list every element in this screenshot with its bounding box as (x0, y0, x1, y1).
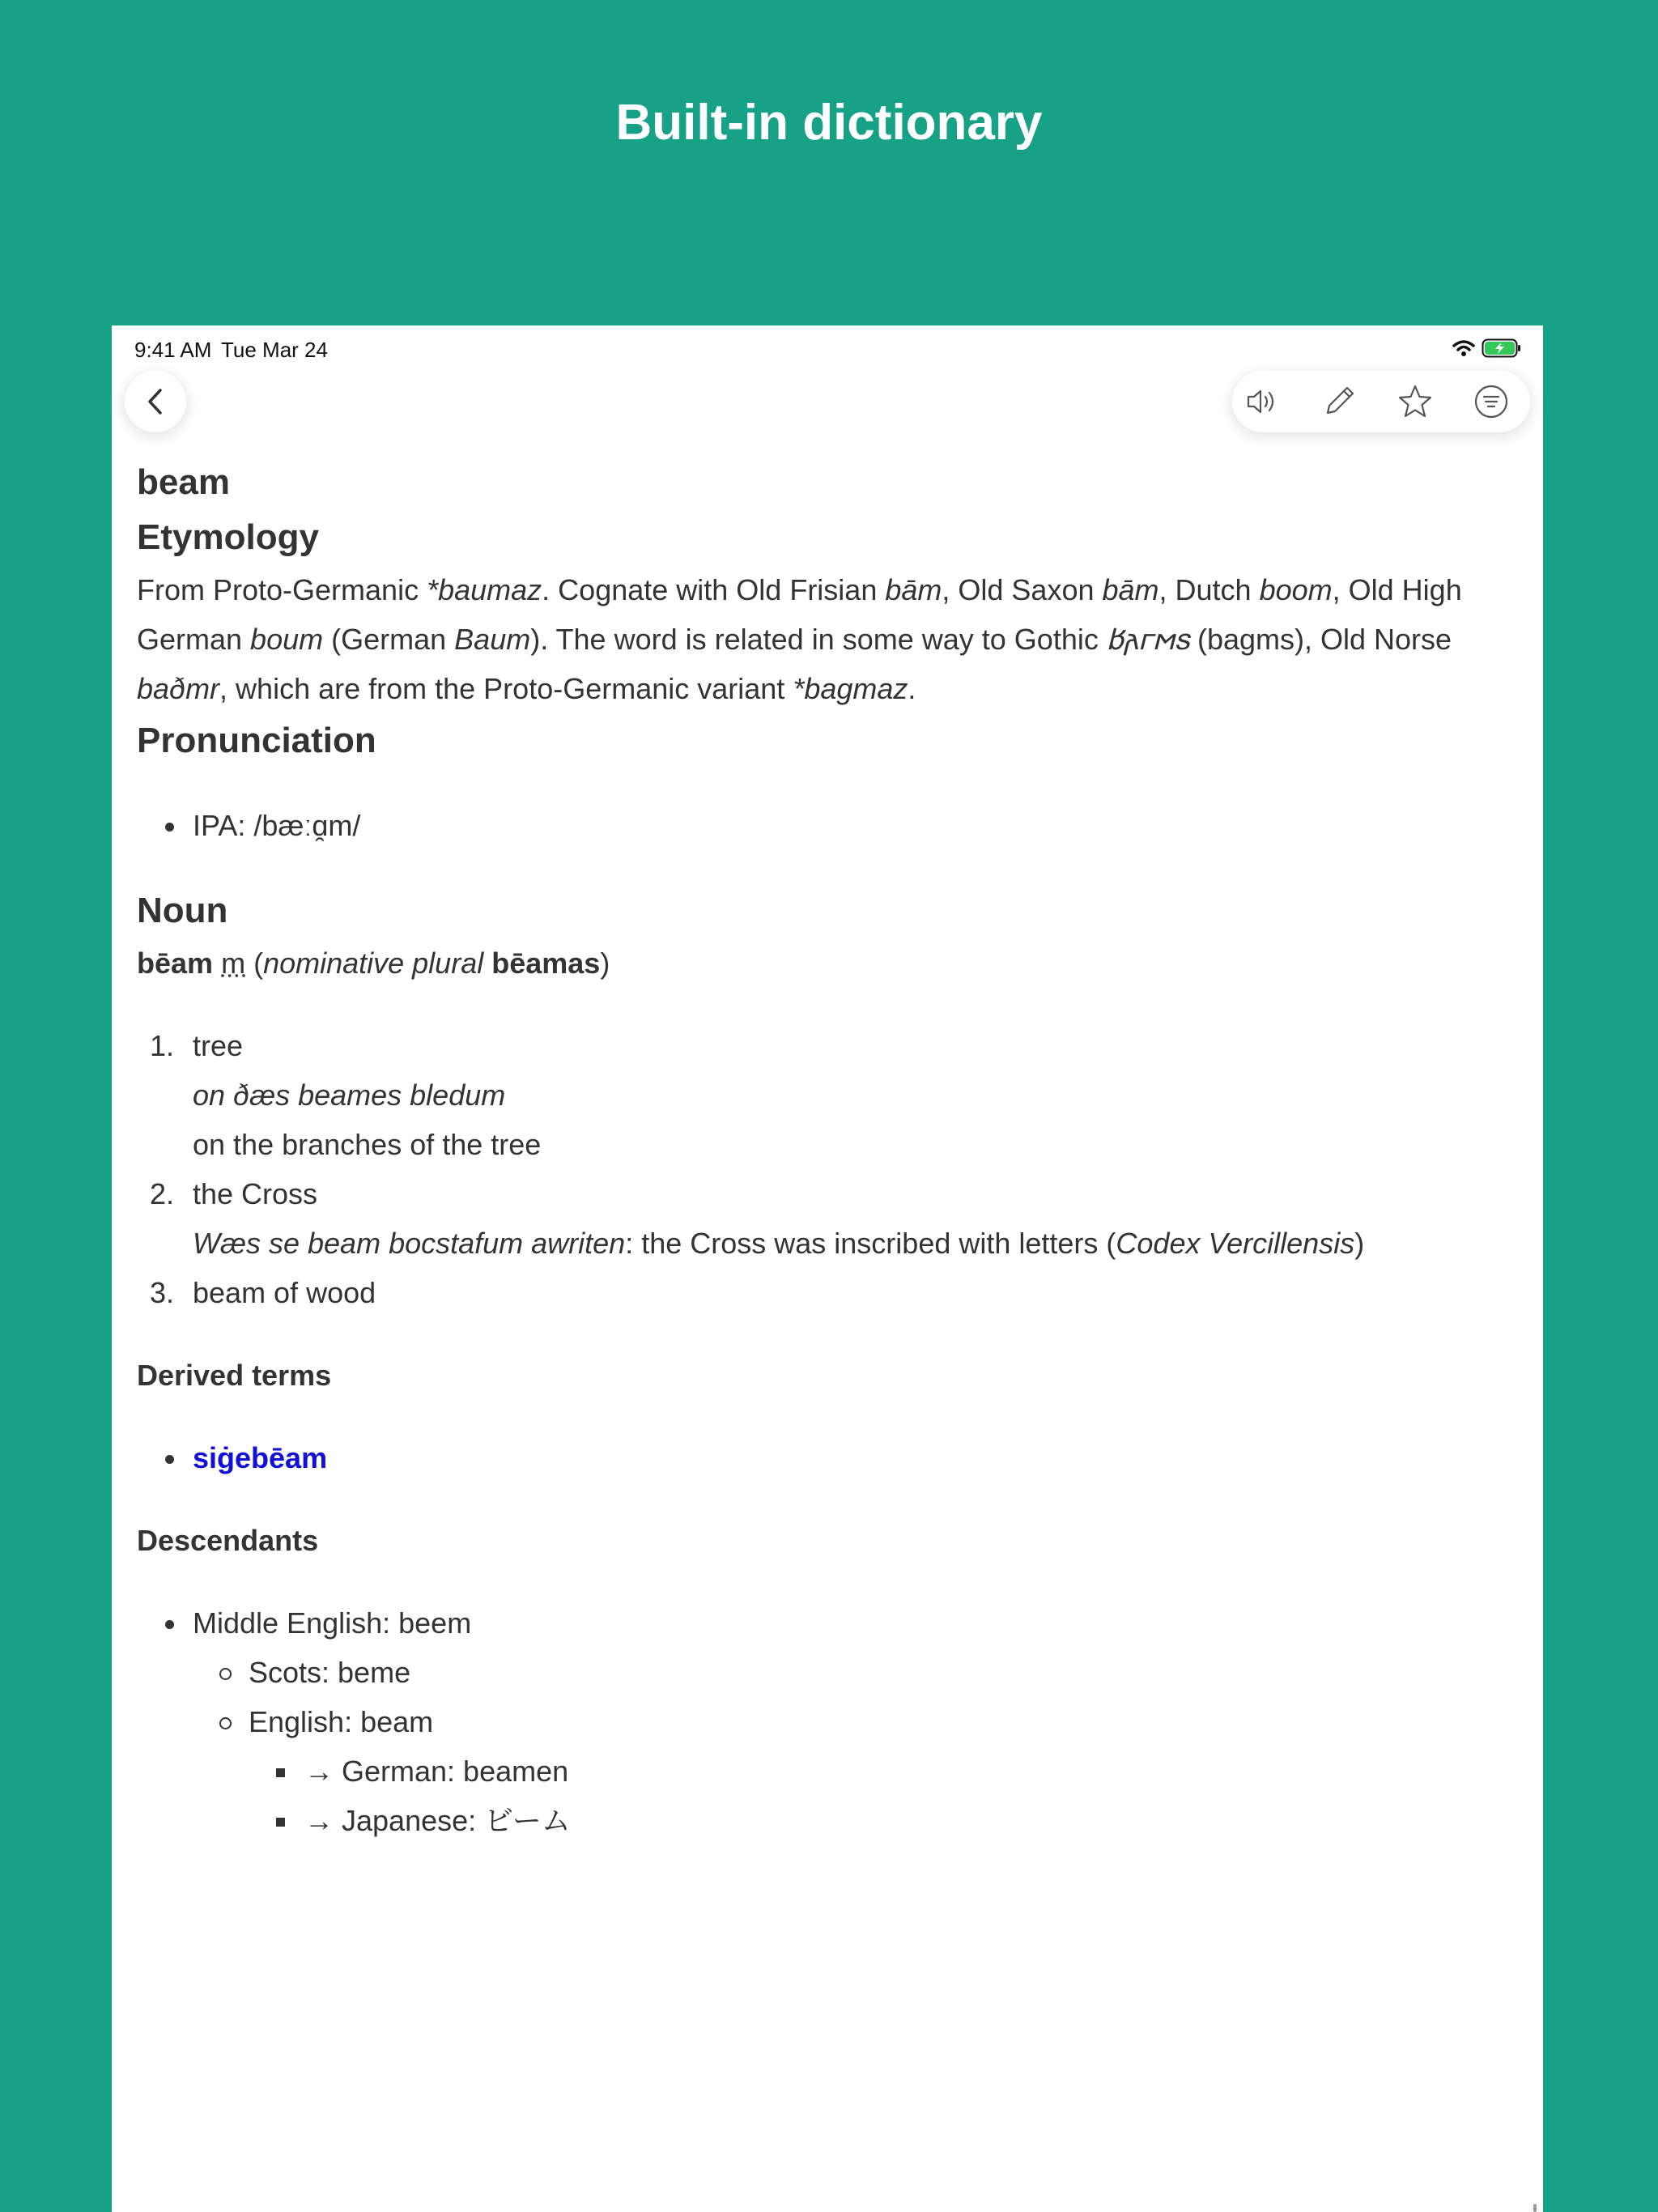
sense-list (137, 1021, 1521, 1317)
derived-term-item (137, 1433, 1521, 1482)
sense-gloss: beam of wood (193, 1276, 376, 1309)
ipa-item: IPA: /bæːɑ̯m/ (137, 801, 1521, 850)
sense-3: 3. beam of wood (137, 1268, 1521, 1317)
etymology-heading: Etymology (137, 517, 319, 557)
sense-2: 2. the Cross Wæs se beam bocstafum awriten: the Cross was inscribed with letters (Codex Vercillensis) (137, 1169, 1521, 1268)
pronunciation-list (137, 801, 1521, 850)
favorite-button[interactable] (1384, 371, 1446, 432)
pencil-icon (1321, 384, 1357, 419)
edit-button[interactable] (1308, 371, 1370, 432)
descendant-item: Middle English: beem (137, 1598, 1521, 1648)
descendant-subitem: Scots: beme (137, 1648, 1521, 1697)
status-date: Tue Mar 24 (221, 338, 328, 362)
descendant-subitem: English: beam (137, 1697, 1521, 1746)
scroll-indicator[interactable] (1533, 2204, 1537, 2212)
sense-example: on ðæs beames bledum (193, 1078, 506, 1112)
descendant-subsubitem: → German: beamen (137, 1746, 1521, 1796)
descendants-heading: Descendants (137, 1524, 319, 1557)
status-bar (134, 334, 1522, 366)
sense-example: Wæs se beam bocstafum awriten: the Cross was inscribed with letters (Codex Vercillensis) (193, 1227, 1365, 1260)
noun-headword-line: bēam m (nominative plural bēamas) (137, 946, 610, 980)
speaker-icon (1245, 385, 1281, 418)
sense-1: 1. tree on ðæs beames bledum on the branches of the tree (137, 1021, 1521, 1169)
speak-button[interactable] (1232, 371, 1294, 432)
derived-terms-heading: Derived terms (137, 1359, 332, 1392)
battery-charging-icon (1482, 338, 1522, 358)
descendant-subsubitem: → Japanese: ビーム (137, 1796, 1521, 1845)
status-time: 9:41 AM (134, 338, 212, 362)
menu-list-icon (1473, 384, 1509, 419)
star-icon (1397, 384, 1434, 419)
pronunciation-heading: Pronunciation (137, 721, 376, 760)
sense-gloss: tree (193, 1029, 244, 1062)
noun-heading: Noun (137, 891, 228, 930)
wifi-icon (1452, 339, 1475, 357)
chevron-left-icon (143, 388, 168, 415)
sense-translation: on the branches of the tree (193, 1128, 542, 1161)
device-screen (112, 325, 1543, 2212)
headword: beam (137, 462, 230, 502)
status-icons (1452, 338, 1522, 358)
descendants-list (137, 1598, 1521, 1845)
toolbar (1232, 371, 1530, 432)
entry-content (137, 455, 1521, 1845)
banner-title: Built-in dictionary (615, 95, 1043, 151)
menu-button[interactable] (1460, 371, 1522, 432)
etymology-text: From Proto-Germanic *baumaz. Cognate with Old Frisian bām, Old Saxon bām, Dutch boom, Old High German boum (German Baum). The word is related in some way to Gothic 𐌱𐌰𐌲𐌼𐍃 (bagms), Old Norse baðmr, which are from the Proto-Germanic variant *bagmaz. (137, 573, 1462, 705)
derived-term-link[interactable]: siġebēam (193, 1441, 328, 1474)
back-button[interactable] (125, 371, 186, 432)
sense-gloss: the Cross (193, 1177, 318, 1210)
derived-terms-list (137, 1433, 1521, 1482)
gender-abbr: m (221, 946, 246, 980)
